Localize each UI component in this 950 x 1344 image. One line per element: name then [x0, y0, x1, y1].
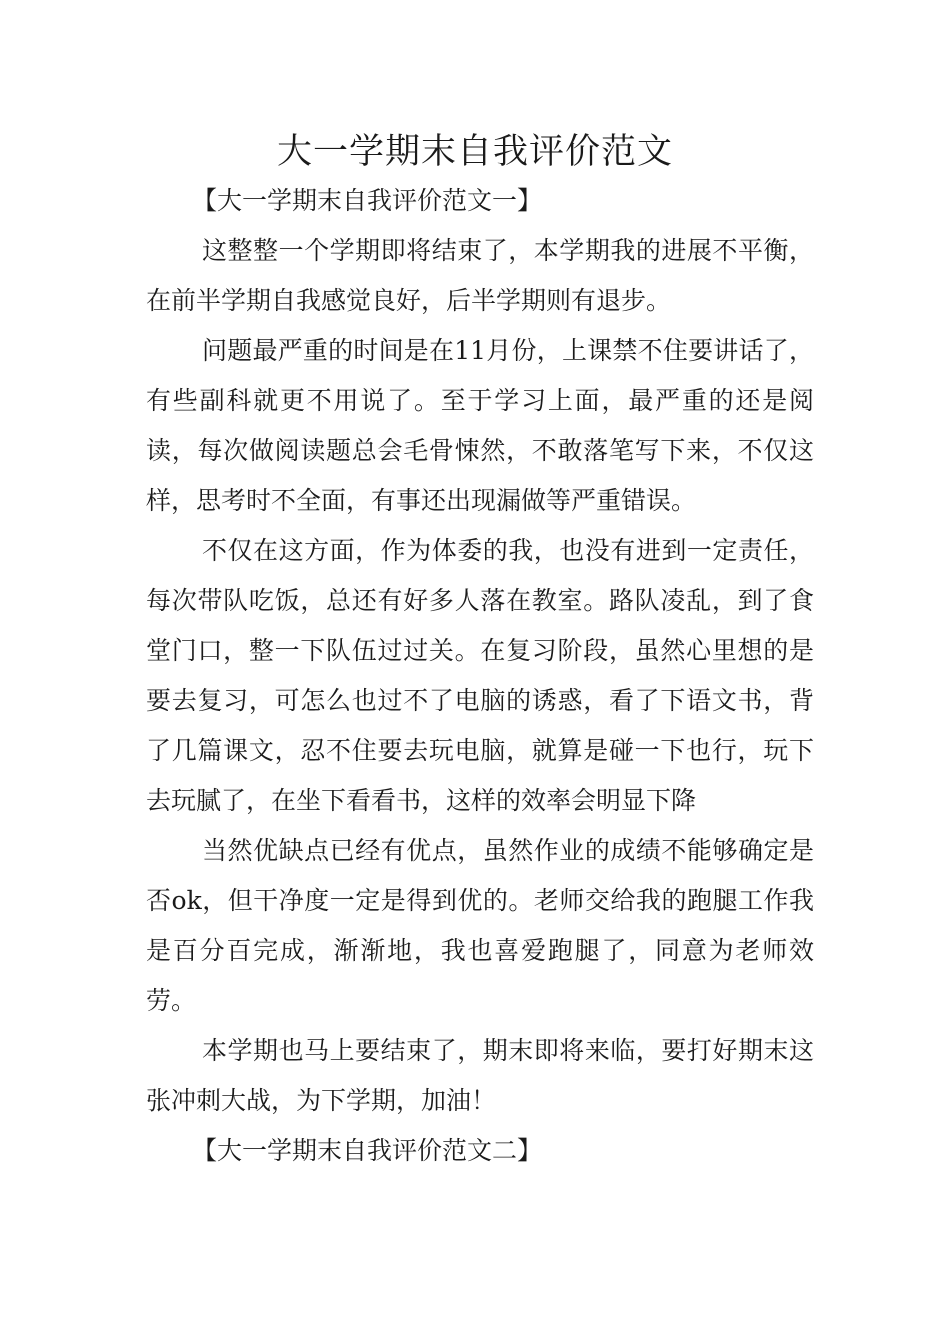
- paragraph-1: 这整整一个学期即将结束了，本学期我的进展不平衡，在前半学期自我感觉良好，后半学期则有退步。: [146, 236, 814, 315]
- section-heading-1: 【大一学期末自我评价范文一】: [192, 186, 543, 215]
- paragraph-4: 当然优缺点已经有优点，虽然作业的成绩不能够确定是否ok，但干净度一定是得到优的。老师交给我的跑腿工作我是百分百完成，渐渐地，我也喜爱跑腿了，同意为老师效劳。: [146, 836, 814, 1015]
- section-heading-2: 【大一学期末自我评价范文二】: [192, 1136, 543, 1165]
- paragraph-2: 问题最严重的时间是在11月份，上课禁不住要讲话了，有些副科就更不用说了。至于学习上面，最严重的还是阅读，每次做阅读题总会毛骨悚然，不敢落笔写下来，不仅这样，思考时不全面，有事还出现漏做等严重错误。: [146, 336, 814, 515]
- page-title: 大一学期末自我评价范文: [276, 132, 673, 172]
- document-body: [146, 176, 814, 1176]
- paragraph-5: 本学期也马上要结束了，期末即将来临，要打好期末这张冲刺大战，为下学期，加油！: [146, 1036, 814, 1115]
- paragraph-3: 不仅在这方面，作为体委的我，也没有进到一定责任，每次带队吃饭，总还有好多人落在教室。路队凌乱，到了食堂门口，整一下队伍过过关。在复习阶段，虽然心里想的是要去复习，可怎么也过不了电脑的诱惑，看了下语文书，背了几篇课文，忍不住要去玩电脑，就算是碰一下也行，玩下去玩腻了，在坐下看看书，这样的效率会明显下降: [146, 536, 814, 815]
